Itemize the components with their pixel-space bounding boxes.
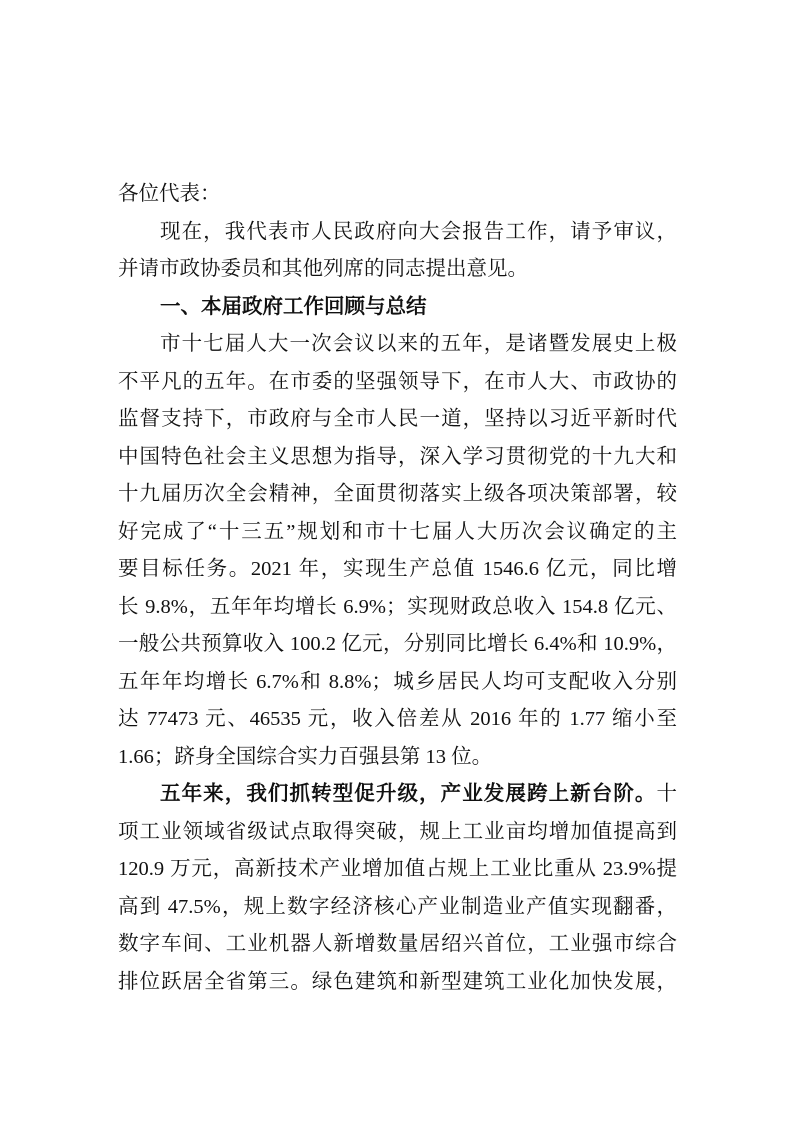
paragraph-line: 项工业领域省级试点取得突破，规上工业亩均增加值提高到 [118, 820, 677, 843]
paragraph-lead-line [118, 776, 677, 814]
paragraph-line: 一般公共预算收入 100.2 亿元，分别同比增长 6.4%和 10.9%， [118, 633, 677, 655]
paragraph-line: 1.66；跻身全国综合实力百强县第 13 位。 [118, 745, 493, 768]
paragraph-line: 达 77473 元、46535 元，收入倍差从 2016 年的 1.77 缩小至 [118, 708, 677, 730]
salutation: 各位代表： [118, 183, 221, 205]
paragraph-lead-bold: 五年来，我们抓转型促升级，产业发展跨上新台阶。 [160, 783, 657, 805]
document-page [118, 176, 677, 1001]
paragraph-line: 市十七届人大一次会议以来的五年，是诸暨发展史上极 [160, 333, 677, 355]
paragraph-line: 十九届历次全会精神，全面贯彻落实上级各项决策部署，较 [118, 483, 677, 505]
paragraph-line: 排位跃居全省第三。绿色建筑和新型建筑工业化加快发展， [118, 970, 677, 993]
paragraph-line: 监督支持下，市政府与全市人民一道，坚持以习近平新时代 [118, 408, 677, 430]
paragraph-line: 好完成了“十三五”规划和市十七届人大历次会议确定的主 [118, 520, 677, 543]
paragraph-line: 中国特色社会主义思想为指导，深入学习贯彻党的十九大和 [118, 445, 677, 468]
intro-line: 现在，我代表市人民政府向大会报告工作，请予审议， [160, 220, 677, 243]
paragraph-line: 高到 47.5%，规上数字经济核心产业制造业产值实现翻番， [118, 895, 677, 918]
intro-line: 并请市政协委员和其他列席的同志提出意见。 [118, 258, 528, 280]
paragraph-lead-rest: 十 [656, 783, 677, 805]
paragraph-line: 不平凡的五年。在市委的坚强领导下，在市人大、市政协的 [118, 370, 677, 393]
paragraph-line: 要目标任务。2021 年，实现生产总值 1546.6 亿元，同比增 [118, 558, 677, 580]
paragraph-line: 长 9.8%，五年年均增长 6.9%；实现财政总收入 154.8 亿元、 [118, 595, 677, 618]
section-heading: 一、本届政府工作回顾与总结 [160, 295, 427, 318]
paragraph-line: 120.9 万元，高新技术产业增加值占规上工业比重从 23.9%提 [118, 858, 677, 880]
paragraph-line: 五年年均增长 6.7%和 8.8%；城乡居民人均可支配收入分别 [118, 670, 677, 693]
paragraph-line: 数字车间、工业机器人新增数量居绍兴首位，工业强市综合 [118, 933, 677, 955]
